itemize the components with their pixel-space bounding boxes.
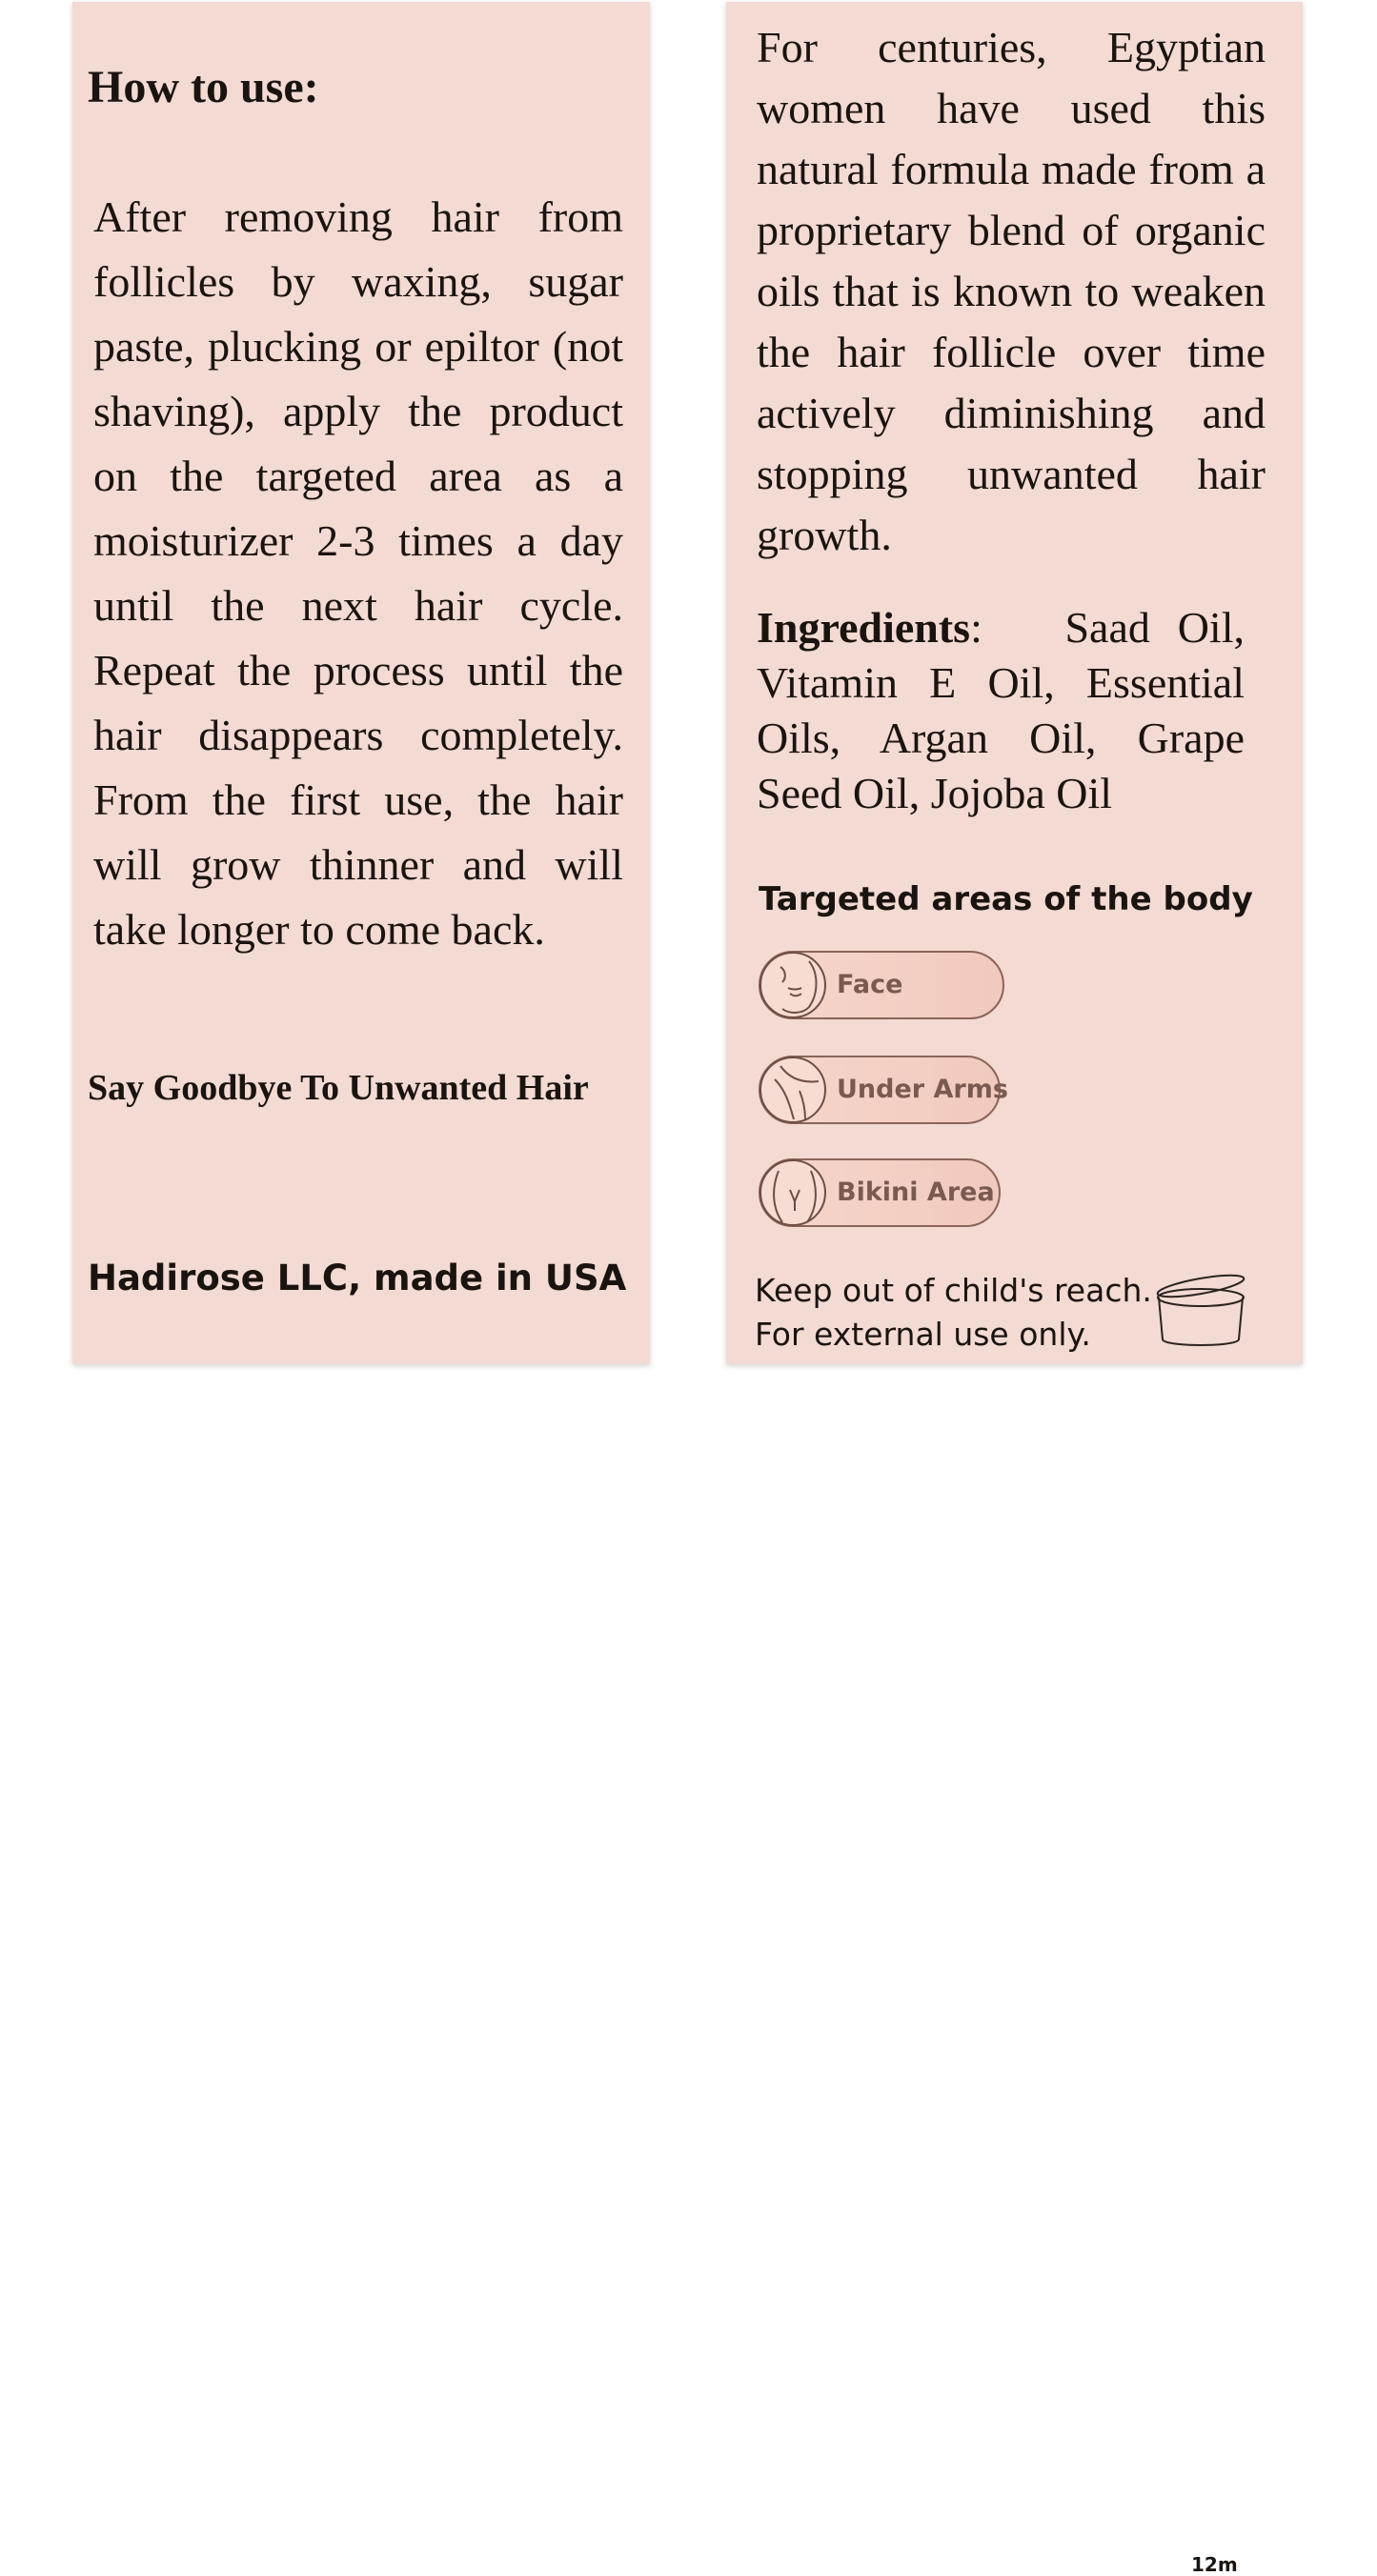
area-label-face: Face [837,970,903,999]
underarm-icon [759,1057,826,1123]
area-pill-face [759,951,1004,1019]
ingredients-label: Ingredients [757,603,971,652]
ingredients-separator: : [970,603,982,652]
warning-text [755,1269,1152,1357]
bikini-icon [759,1159,826,1226]
instructions-text: After removing hair from follicles by waxing, sugar paste, plucking or epiltor (not shaving), apply the product on the targeted area as a moisturizer 2-3 times a day until the next hair cycle. Repeat the process until the hair disappears completely. From the first use, the hair will grow thinner and will take longer to come back. [93,192,623,954]
warning-line-1: Keep out of child's reach. [755,1272,1152,1309]
area-label-bikini-area: Bikini Area [837,1177,995,1207]
pao-label: 12m [1191,2553,1238,2576]
warning-line-2: For external use only. [755,1316,1091,1353]
tagline: Say Goodbye To Unwanted Hair [88,1068,589,1108]
targeted-areas-title: Targeted areas of the body [759,880,1253,918]
area-label-under-arms: Under Arms [837,1075,1008,1104]
ingredients-list: Saad Oil, Vitamin E Oil, Essential Oils, Argan Oil, Grape Seed Oil, Jojoba Oil [757,603,1245,817]
open-jar-icon [1157,1273,1252,2576]
face-icon [759,952,826,1018]
how-to-use-panel [72,2,650,1364]
company-line: Hadirose LLC, made in USA [88,1258,627,1298]
area-pill-bikini-area [759,1158,1001,1227]
area-pill-under-arms [759,1056,1008,1124]
product-story-text: For centuries, Egyptian women have used this natural formula made from a proprietary blend of organic oils that is known to weaken the hair follicle over time actively diminishing and stopping unwanted hair growth. [757,23,1266,559]
how-to-use-title: How to use: [88,62,319,112]
ingredients-text [757,600,1245,821]
product-info-panel [726,2,1303,2576]
